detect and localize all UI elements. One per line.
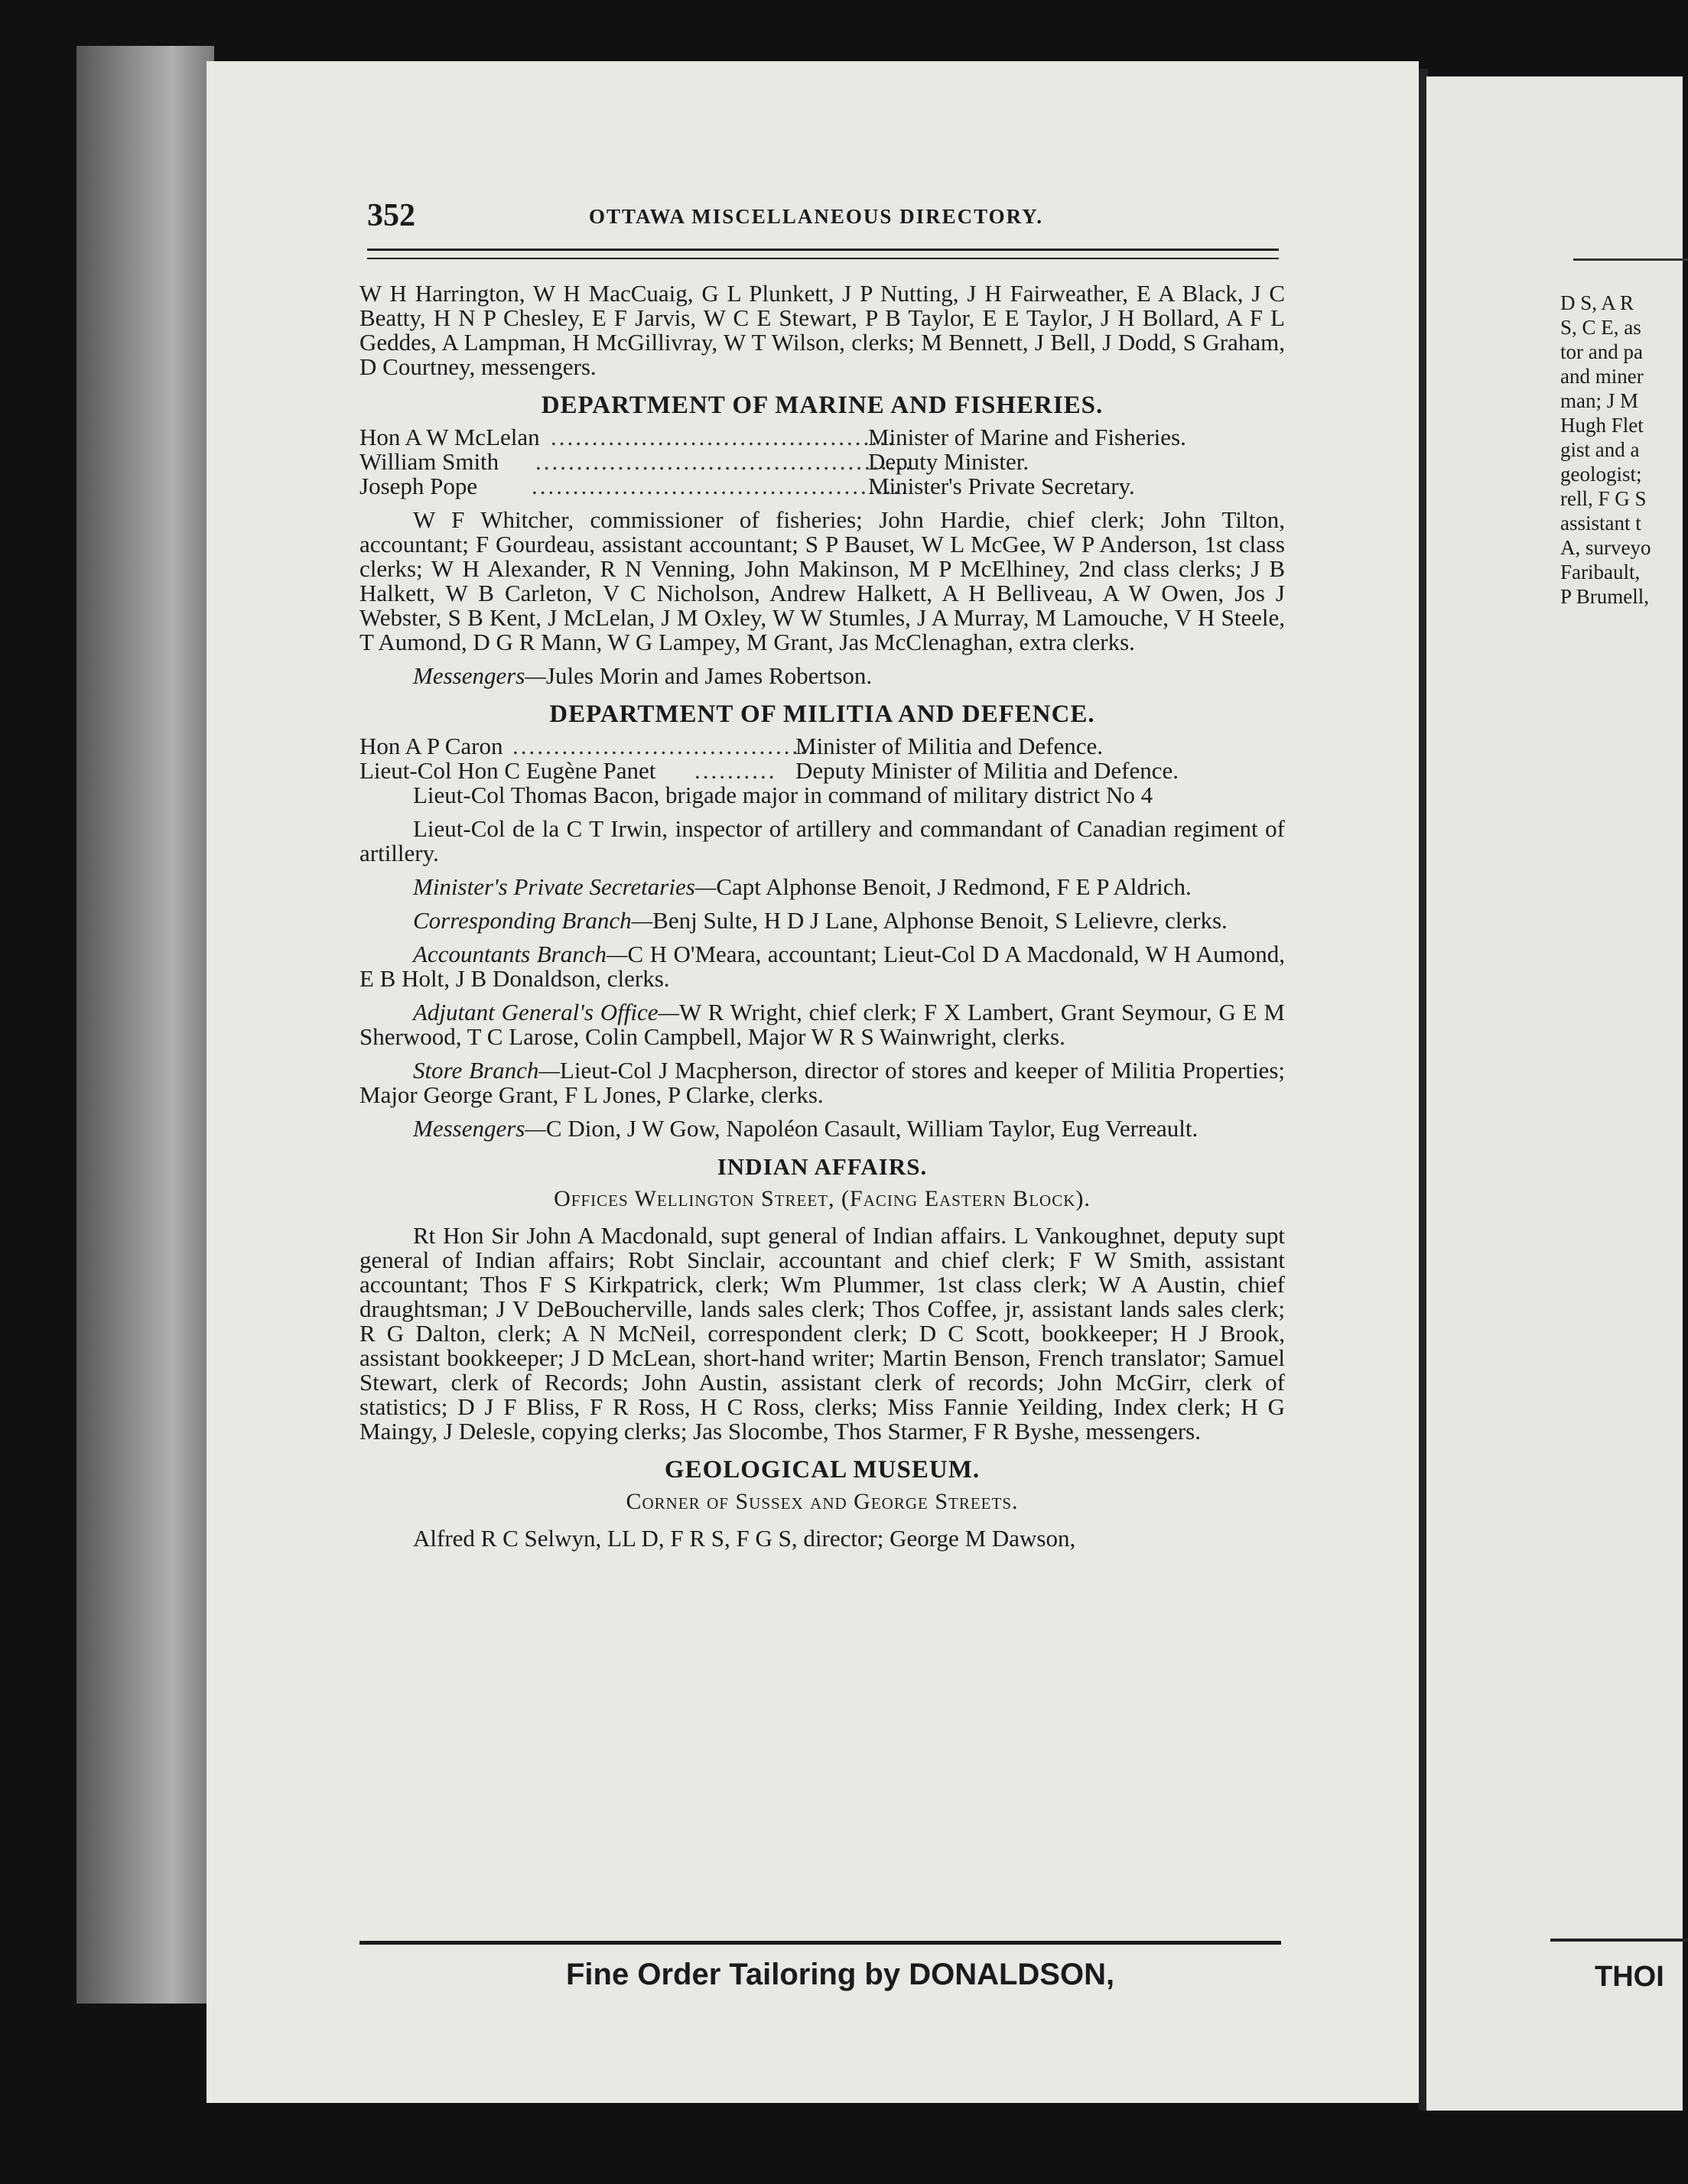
footer-rule — [359, 1941, 1281, 1945]
facing-line: gist and a — [1560, 438, 1640, 461]
messengers-label: Messengers— — [413, 662, 546, 689]
footer-advertisement: Fine Order Tailoring by DONALDSON, — [566, 1958, 1115, 1991]
facing-page-footer-rule — [1550, 1939, 1688, 1942]
facing-page-advertisement: THOI — [1595, 1961, 1664, 1993]
branch-text: Lieut-Col J Macpherson, director of stores and keeper of Militia Properties; Major George Grant, F L Jones, P Clarke, clerks. — [359, 1057, 1285, 1108]
militia-entry — [359, 734, 1285, 759]
marine-staff: W F Whitcher, commissioner of fisheries; John Hardie, chief clerk; John Tilton, accountant; F Gourdeau, assistant accountant; S P Bauset, W L McGee, W P Anderson, 1st class clerks; W H Alexander, R N Venning, John Makinson, M P McElhiney, 2nd class clerks; J B Halkett, W B Carleton, V C Nicholson, Andrew Halkett, A H Belliveau, A W Owen, Jos J Webster, S B Kent, J McLelan, J M Oxley, W W Stumles, J A Murray, M Lamouche, V H Steele, T Aumond, D G R Mann, W G Lampey, M Grant, Jas McClenaghan, extra clerks. — [359, 506, 1285, 655]
messengers-names: Jules Morin and James Robertson. — [545, 662, 873, 689]
entry-name: William Smith — [359, 448, 499, 475]
page-header — [367, 197, 1281, 236]
leader-dots: .......................................... — [551, 424, 896, 450]
entry-title: Minister's Private Secretary. — [868, 473, 1135, 499]
branch-label: Store Branch— — [413, 1057, 560, 1084]
militia-para-bacon: Lieut-Col Thomas Bacon, brigade major in command of military district No 4 — [413, 782, 1153, 808]
header-rule — [367, 249, 1279, 259]
militia-branch — [359, 908, 1285, 933]
leader-dots: .......... — [694, 757, 777, 784]
intro-paragraph: W H Harrington, W H MacCuaig, G L Plunkett, J P Nutting, J H Fairweather, E A Black, J C Beatty, H N P Chesley, E F Jarvis, W C E Stewart, P B Taylor, E E Taylor, J H Bollard, A F L Geddes, A Lampman, H McGillivray, W T Wilson, clerks; M Bennett, J Bell, J Dodd, S Graham, D Courtney, messengers. — [359, 280, 1285, 380]
marine-entry — [359, 474, 1285, 499]
branch-label: Corresponding Branch— — [413, 907, 653, 934]
marine-entry — [359, 450, 1285, 474]
militia-para-irwin: Lieut-Col de la C T Irwin, inspector of artillery and commandant of Canadian regiment of artillery. — [359, 815, 1285, 866]
indian-affairs-subheading: Offices Wellington Street, (Facing Eastern Block). — [554, 1186, 1091, 1211]
entry-name: Lieut-Col Hon C Eugène Panet — [359, 757, 656, 784]
militia-branch — [359, 1058, 1285, 1107]
militia-branch — [359, 875, 1285, 899]
geological-museum-heading: GEOLOGICAL MUSEUM. — [664, 1456, 981, 1484]
leader-dots: .............................................. — [532, 473, 910, 499]
militia-branch — [359, 1116, 1285, 1141]
running-title: OTTAWA MISCELLANEOUS DIRECTORY. — [589, 205, 1043, 228]
facing-line: man; J M — [1560, 389, 1639, 412]
branch-text: Capt Alphonse Benoit, J Redmond, F E P Aldrich. — [716, 873, 1192, 900]
facing-line: and miner — [1560, 365, 1644, 388]
branch-text: W R Wright, chief clerk; F X Lambert, Grant Seymour, G E M Sherwood, T C Larose, Colin Campbell, Major W R S Wainwright, clerks. — [359, 999, 1285, 1050]
facing-line: A, surveyo — [1560, 536, 1651, 559]
branch-label: Minister's Private Secretaries— — [413, 873, 717, 900]
facing-page-rule — [1573, 258, 1688, 261]
facing-line: tor and pa — [1560, 340, 1643, 363]
branch-text: Benj Sulte, H D J Lane, Alphonse Benoit, S Lelievre, clerks. — [652, 907, 1228, 934]
marine-heading: DEPARTMENT OF MARINE AND FISHERIES. — [541, 392, 1104, 419]
directory-content — [359, 281, 1285, 1551]
militia-branch — [359, 1000, 1285, 1049]
indian-affairs-staff: Rt Hon Sir John A Macdonald, supt general of Indian affairs. L Vankoughnet, deputy supt general of Indian affairs; Robt Sinclair, accountant and chief clerk; F W Smith, assistant accountant; Thos F S Kirkpatrick, clerk; Wm Plummer, 1st class clerk; W A Austin, chief draughtsman; J V DeBoucherville, lands sales clerk; Thos Coffee, jr, assistant lands sales clerk; R G Dalton, clerk; A N McNeil, correspondent clerk; D C Scott, bookkeeper; H J Brook, assistant bookkeeper; J D McLean, short-hand writer; Martin Benson, French translator; Samuel Stewart, clerk of Records; John Austin, assistant clerk of records; John McGirr, clerk of statistics; D J F Bliss, F R Ross, H C Ross, clerks; Miss Fannie Yeilding, Index clerk; H G Maingy, J Delesle, copying clerks; Jas Slocombe, Thos Starmer, F R Byshe, messengers. — [359, 1222, 1285, 1445]
militia-entry — [359, 759, 1285, 783]
marine-messengers — [359, 664, 1285, 688]
entry-name: Joseph Pope — [359, 473, 478, 499]
branch-label: Accountants Branch— — [413, 941, 628, 967]
entry-title: Minister of Militia and Defence. — [795, 733, 1104, 759]
facing-line: Faribault, — [1560, 561, 1641, 583]
entry-title: Deputy Minister. — [868, 448, 1029, 475]
militia-branch — [359, 942, 1285, 991]
branch-label: Adjutant General's Office— — [413, 999, 680, 1025]
facing-line: assistant t — [1560, 512, 1641, 535]
indian-affairs-heading: INDIAN AFFAIRS. — [717, 1153, 928, 1180]
entry-title: Minister of Marine and Fisheries. — [868, 424, 1186, 450]
geological-museum-subheading: Corner of Sussex and George Streets. — [626, 1489, 1019, 1514]
leader-dots: .............................................. — [535, 448, 914, 475]
facing-line: S, C E, as — [1560, 316, 1641, 339]
facing-line: geologist; — [1560, 463, 1642, 486]
page-number: 352 — [367, 198, 415, 233]
facing-line: Hugh Flet — [1560, 414, 1644, 437]
branch-text: C Dion, J W Gow, Napoléon Casault, William Taylor, Eug Verreault. — [545, 1115, 1199, 1142]
facing-page-text — [1560, 291, 1651, 609]
book-page-edges — [76, 46, 214, 2004]
branch-text: C H O'Meara, accountant; Lieut-Col D A Macdonald, W H Aumond, E B Holt, J B Donaldson, clerks. — [359, 941, 1285, 992]
entry-title: Deputy Minister of Militia and Defence. — [795, 757, 1179, 784]
facing-line: P Brumell, — [1560, 585, 1650, 608]
branch-label: Messengers— — [413, 1115, 546, 1142]
militia-heading: DEPARTMENT OF MILITIA AND DEFENCE. — [549, 700, 1095, 728]
entry-name: Hon A W McLelan — [359, 424, 540, 450]
facing-line: D S, A R — [1560, 291, 1634, 314]
entry-name: Hon A P Caron — [359, 733, 503, 759]
geological-museum-staff: Alfred R C Selwyn, LL D, F R S, F G S, director; George M Dawson, — [413, 1525, 1076, 1552]
marine-entry — [359, 425, 1285, 450]
leader-dots: ..................................... — [512, 733, 817, 759]
facing-line: rell, F G S — [1560, 487, 1647, 510]
